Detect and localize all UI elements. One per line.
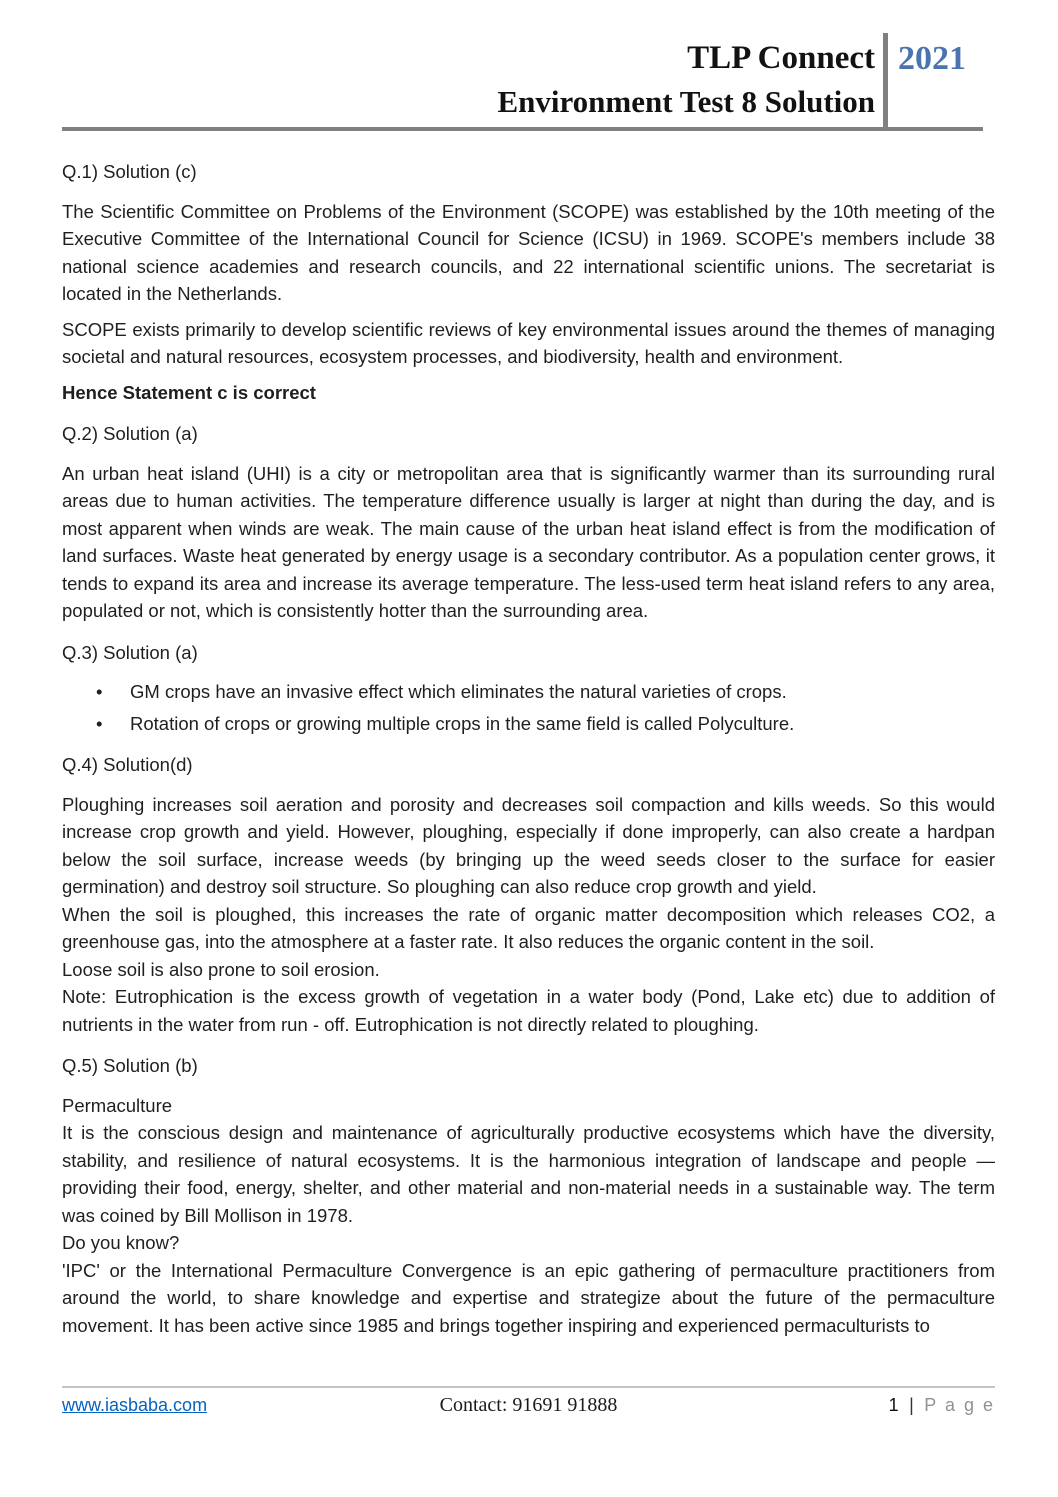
header-year: 2021	[898, 40, 966, 77]
paragraph-line: Ploughing increases soil aeration and porosity and decreases soil compaction and kills weeds. So this would increase crop growth and yield. However, ploughing, especially if done improperly, can also create a hardpan below the soil surface, increase weeds (by bringing up the weed seeds closer to the surface for easier germination) and destroy soil structure. So ploughing can also reduce crop growth and yield.	[62, 793, 995, 897]
bullet-icon: •	[96, 712, 103, 734]
paragraph: SCOPE exists primarily to develop scientific reviews of key environmental issues around the themes of managing societal and natural resources, ecosystem processes, and biodiversity, health and environment.	[62, 318, 995, 367]
header-title-line2: Environment Test 8 Solution	[497, 84, 875, 119]
contact-text: Contact: 91691 91888	[439, 1394, 618, 1416]
bullet-text: GM crops have an invasive effect which eliminates the natural varieties of crops.	[130, 681, 787, 702]
document-footer	[62, 1394, 995, 1417]
paragraph-group	[62, 1092, 995, 1340]
document-header	[62, 36, 875, 124]
footer-left	[62, 1395, 362, 1416]
paragraph-group	[62, 791, 995, 1039]
footer-rule	[62, 1386, 995, 1388]
bullet-item	[62, 678, 995, 706]
header-rule	[62, 127, 983, 131]
paragraph-line: It is the conscious design and maintenance of agriculturally productive ecosystems which have the diversity, stability, and resilience of natural ecosystems. It is the harmonious integration of landscape and people — providing their food, energy, shelter, and other material and non-material needs in a sustainable way. The term was coined by Bill Mollison in 1978.	[62, 1122, 995, 1226]
page-number: 1	[888, 1395, 899, 1415]
paragraph-line: Note: Eutrophication is the excess growth of vegetation in a water body (Pond, Lake etc) due to addition of nutrients in the water from run - off. Eutrophication is not directly related to ploughing.	[62, 986, 995, 1035]
question-heading: Q.2) Solution (a)	[62, 423, 198, 444]
page-label: P a g e	[924, 1395, 995, 1415]
header-vertical-divider	[883, 33, 888, 127]
bullet-item	[62, 710, 995, 738]
document-body	[62, 158, 995, 1347]
question-heading: Q.3) Solution (a)	[62, 641, 198, 663]
bullet-list	[62, 678, 995, 737]
question-heading: Q.5) Solution (b)	[62, 1055, 198, 1076]
question-heading: Q.4) Solution(d)	[62, 754, 193, 775]
paragraph: The Scientific Committee on Problems of the Environment (SCOPE) was established by the 10th meeting of the Executive Committee of the International Council for Science (ICSU) in 1969. SCOPE's members include 38 national science academies and research councils, and 22 international scientific unions. The secretariat is located in the Netherlands.	[62, 200, 995, 304]
paragraph-line: 'IPC' or the International Permaculture Convergence is an epic gathering of permaculture practitioners from around the world, to share knowledge and expertise and strategize about the future of the permaculture movement. It has been active since 1985 and brings together inspiring and experienced permaculturists to	[62, 1259, 995, 1336]
paragraph-line: Permaculture	[62, 1094, 173, 1116]
paragraph-line: Do you know?	[62, 1232, 180, 1253]
paragraph-line: When the soil is ploughed, this increases the rate of organic matter decomposition which releases CO2, a greenhouse gas, into the atmosphere at a faster rate. It also reduces the organic content in the soil.	[62, 903, 995, 952]
bullet-icon: •	[96, 681, 103, 702]
page-separator: |	[909, 1395, 914, 1415]
paragraph: An urban heat island (UHI) is a city or metropolitan area that is significantly warmer than its surrounding rural areas due to human activities. The temperature difference usually is larger at night than during the day, and is most apparent when winds are weak. The main cause of the urban heat island effect is from the modification of land surfaces. Waste heat generated by energy usage is a secondary contributor. As a population center grows, it tends to expand its area and increase its average temperature. The less-used term heat island refers to any area, populated or not, which is consistently hotter than the surrounding area.	[62, 462, 995, 621]
bullet-text: Rotation of crops or growing multiple crops in the same field is called Polyculture.	[130, 712, 795, 734]
footer-right	[695, 1395, 995, 1416]
footer-center	[362, 1394, 695, 1417]
header-title-line1: TLP Connect	[687, 40, 875, 76]
paragraph: Hence Statement c is correct	[62, 381, 316, 403]
question-heading: Q.1) Solution (c)	[62, 161, 197, 182]
website-link[interactable]: www.iasbaba.com	[62, 1395, 208, 1415]
paragraph-line: Loose soil is also prone to soil erosion.	[62, 958, 380, 980]
